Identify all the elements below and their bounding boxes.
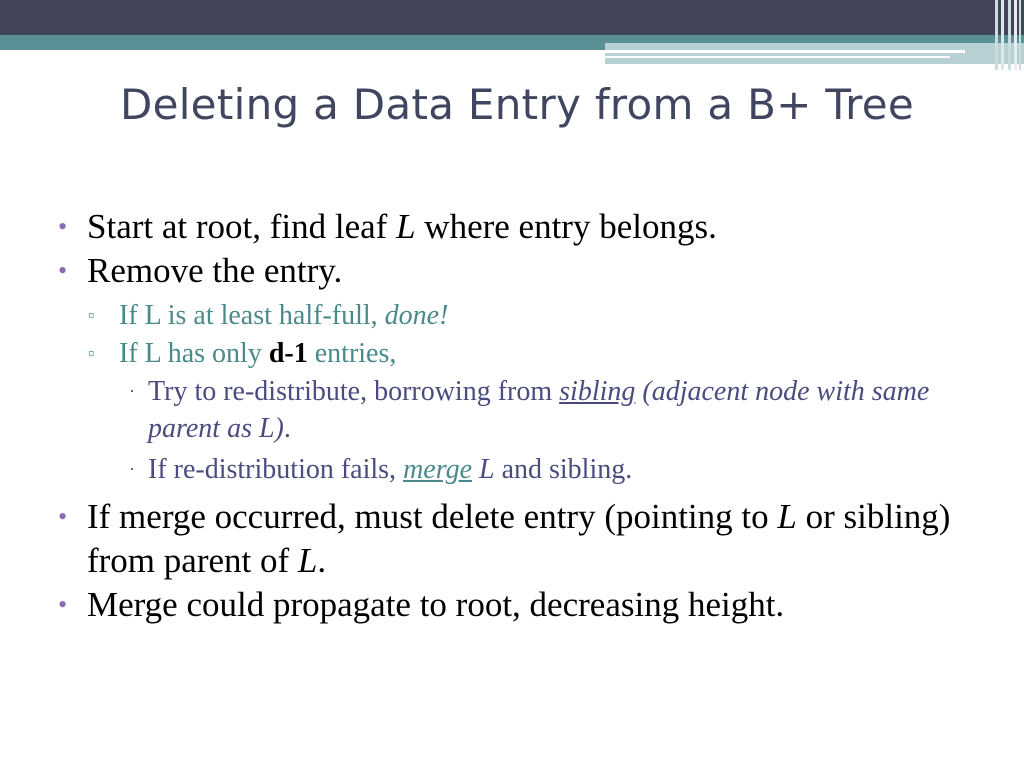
bullet-dot-icon: • <box>58 590 68 619</box>
bullet-square-icon: ▫ <box>88 343 95 363</box>
bullet-merge-occurred: • If merge occurred, must delete entry (pointing to L or sibling) from parent of L. <box>58 497 951 580</box>
header-decoration <box>0 0 1024 80</box>
slide-body <box>58 205 988 627</box>
bullet-remove-entry: • Remove the entry. <box>58 249 988 293</box>
subbullet-d-minus-1: ▫ If L has only d-1 entries, <box>58 335 988 373</box>
subsubbullet-redistribute: · Try to re-distribute, borrowing from sibling (adjacent node with same parent as L). <box>58 373 988 447</box>
bullet-propagate: • Merge could propagate to root, decreasing height. <box>58 583 988 627</box>
subsubbullet-merge: · If re-distribution fails, merge L and sibling. <box>58 451 988 488</box>
bullet-square-icon: ▫ <box>88 305 95 325</box>
slide-title: Deleting a Data Entry from a B+ Tree <box>119 80 915 129</box>
subbullet-half-full: ▫ If L is at least half-full, done! <box>58 297 988 335</box>
bullet-dot-icon: • <box>58 502 68 531</box>
bullet-dot-icon: • <box>58 256 68 285</box>
bullet-dot-icon: • <box>58 212 68 241</box>
bullet-find-leaf: • Start at root, find leaf L where entry belongs. <box>58 205 988 249</box>
bullet-dot-icon: · <box>129 381 135 401</box>
bullet-dot-icon: · <box>129 459 135 479</box>
